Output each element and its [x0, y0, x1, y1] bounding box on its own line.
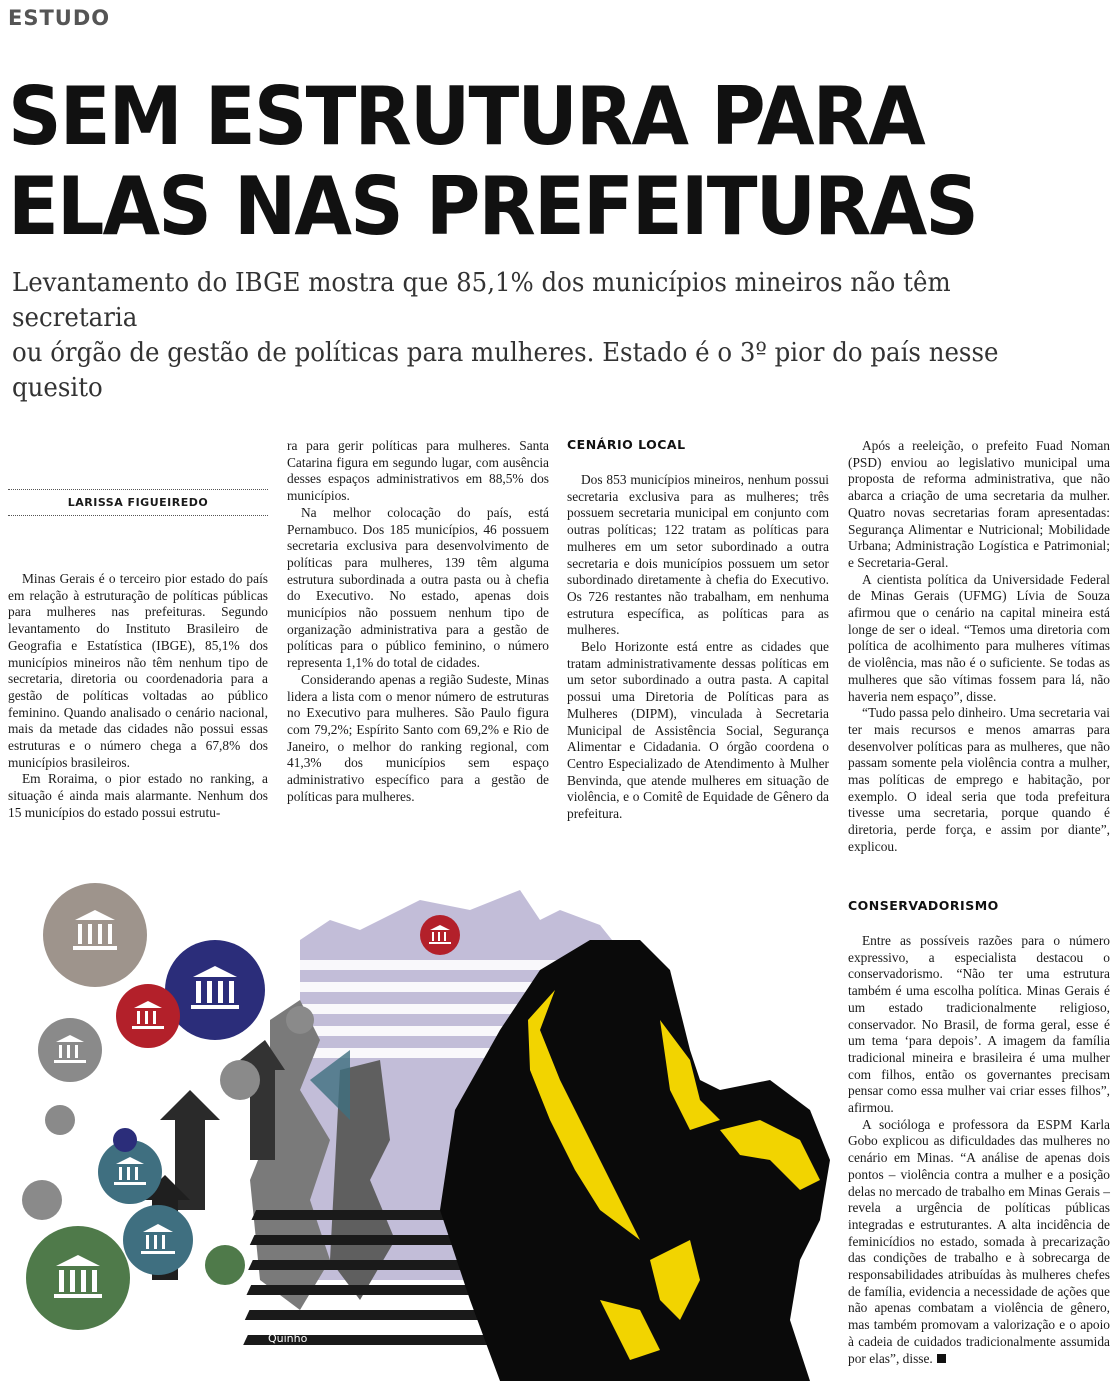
article-column-2 — [287, 438, 549, 805]
deck-subtitle — [12, 266, 1046, 406]
paragraph: Considerando apenas a região Sudeste, Minas lidera a lista com o menor número de estruturas no Executivo para mulheres. São Paulo figura com 79,2%; Espírito Santo com 69,2% e Rio de Janeiro, o melhor do ranking regional, com 41,3% dos municípios sem espaço administrativo específico para a gestão de políticas para mulheres. — [287, 671, 549, 804]
paragraph: “Tudo passa pelo dinheiro. Uma secretaria vai ter mais recursos e menos amarras para desenvolver políticas para as mulheres, que não passam somente pela violência contra a mulher, mas políticas de emprego e habitação, por exemplo. O ideal seria que toda prefeitura tivesse uma secretaria, porque quando é diretoria, perde força, e assim por diante”, explicou. — [848, 705, 1110, 854]
paragraph: ra para gerir políticas para mulheres. Santa Catarina figura em segundo lugar, com ausência desses espaços administrativos em 88,5% dos municípios. — [287, 438, 549, 504]
paragraph: Minas Gerais é o terceiro pior estado do país em relação à estruturação de políticas públicas para mulheres nas prefeituras. Segundo levantamento do Instituto Brasileiro de Geografia e Estatística (IBGE), 85,1% dos municípios mineiros não têm nenhum tipo de secretaria, diretoria ou coordenadoria para a gestão de políticas voltadas ao público feminino. Quando analisado o cenário nacional, mais da metade das cidades não possui essas estruturas e o número chega a 67,8% dos municípios brasileiros. — [8, 571, 268, 770]
subhead-conservadorismo: CONSERVADORISMO — [848, 898, 999, 913]
article-column-4 — [848, 438, 1110, 856]
paragraph: Após a reeleição, o prefeito Fuad Noman (PSD) enviou ao legislativo municipal uma proposta de reforma administrativa, que não abarca a criação de uma secretaria da mulher. Quatro novas secretarias foram apresentadas: Segurança Alimentar e Nutricional; Mobilidade Urbana; Administração Logística e Patrimonial; e Secretaria-Geral. — [848, 438, 1110, 570]
building-icon — [45, 1105, 75, 1135]
article-column-4-continued — [848, 933, 1110, 1367]
byline: LARISSA FIGUEIREDO — [8, 489, 268, 516]
deck-line-1: Levantamento do IBGE mostra que 85,1% dos municípios mineiros não têm secretaria — [12, 268, 951, 333]
headline — [8, 72, 1031, 252]
building-icon — [43, 883, 147, 987]
paragraph: Na melhor colocação do país, está Pernambuco. Dos 185 municípios, 46 possuem secretaria exclusiva para desenvolvimento de políticas para mulheres, 139 têm alguma estrutura subordinada a outra pasta ou à chefia do Executivo. No estado, apenas dois municípios não possuem nenhum tipo de organização administrativa para a gestão de políticas para o público feminino, o número representa 1,1% do total de cidades. — [287, 504, 549, 671]
building-icon — [113, 1128, 137, 1152]
paragraph: Entre as possíveis razões para o número expressivo, a especialista destacou o conservadorismo. “Não ter uma estrutura também é uma escolha política. Minas Gerais é um estado tradicionalmente religioso, conservador. No Brasil, de forma geral, esse é um tema ‘para depois’. A imagem da família tradicional mineira e brasileira é uma mulher com filhos, então os governantes precisam pensar como essa mulher vai criar esses filhos”, afirmou. — [848, 933, 1110, 1116]
article-column-3 — [567, 472, 829, 823]
end-of-article-mark — [937, 1354, 946, 1363]
building-icon — [22, 1180, 62, 1220]
deck-line-2: ou órgão de gestão de políticas para mulheres. Estado é o 3º pior do país nesse quesito — [12, 338, 999, 403]
section-label: ESTUDO — [8, 6, 111, 30]
paragraph: Belo Horizonte está entre as cidades que tratam administrativamente dessas políticas em um setor subordinado a outra pasta. A capital possui uma Diretoria de Políticas para as Mulheres (DIPM), vinculada à Secretaria Municipal de Assistência Social, Segurança Alimentar e Cidadania. O órgão coordena o Centro Especializado de Atendimento à Mulher Benvinda, que atende mulheres em situação de violência, e o Comitê de Equidade de Gênero da prefeitura. — [567, 639, 829, 822]
paragraph: Em Roraima, o pior estado no ranking, a situação é ainda mais alarmante. Nenhum dos 15 municípios do estado possui estrutu- — [8, 771, 268, 820]
headline-line-2: ELAS NAS PREFEITURAS — [8, 160, 978, 253]
building-icon — [26, 1226, 130, 1330]
paragraph: A cientista política da Universidade Federal de Minas Gerais (UFMG) Lívia de Souza afirmou que o cenário na capital mineira está longe de ser o ideal. “Temos uma diretoria com política de acolhimento para mulheres vítimas de violência, mas não é o suficiente. Se todas as mulheres que são vítimas fossem para lá, não haveria nem espaço”, disse. — [848, 571, 1110, 704]
article-illustration — [0, 880, 845, 1381]
building-icon — [205, 1245, 245, 1285]
illustrator-signature: Quinho — [268, 1332, 308, 1345]
paragraph: Dos 853 municípios mineiros, nenhum possui secretaria exclusiva para as mulheres; três possuem secretaria municipal em conjunto com outras políticas; 122 tratam as políticas para mulheres em um setor subordinado a outra secretaria e dois municípios possuem um setor subordinado diretamente à chefia do Executivo. Os 726 restantes não trabalham, em nenhuma estrutura específica, as políticas para as mulheres. — [567, 472, 829, 638]
subhead-cenario-local: CENÁRIO LOCAL — [567, 437, 686, 452]
paragraph-text: A socióloga e professora da ESPM Karla Gobo explicou as dificuldades das mulheres no cenário em Minas. “A análise de apenas dois pontos – violência contra a mulher e a posição delas no mercado de trabalho em Minas Gerais – revela a urgência de políticas públicas integradas e estruturantes. A alta incidência de feminicídios no estado, somada à precarização das condições de trabalho e à sobrecarga de responsabilidades atribuídas às mulheres chefes de família, evidencia a necessidade de ações que não apenas combatam a violência de gênero, mas também promovam a valorização e o apoio à cadeia de cuidados tradicionalmente assumida por elas”, disse. — [848, 1116, 1110, 1366]
building-icon — [220, 1060, 260, 1100]
paragraph — [848, 1117, 1110, 1368]
building-icon — [286, 1006, 314, 1034]
article-column-1 — [8, 571, 268, 822]
building-icon — [165, 940, 265, 1040]
headline-line-1: SEM ESTRUTURA PARA — [8, 70, 924, 163]
building-icon — [123, 1205, 193, 1275]
